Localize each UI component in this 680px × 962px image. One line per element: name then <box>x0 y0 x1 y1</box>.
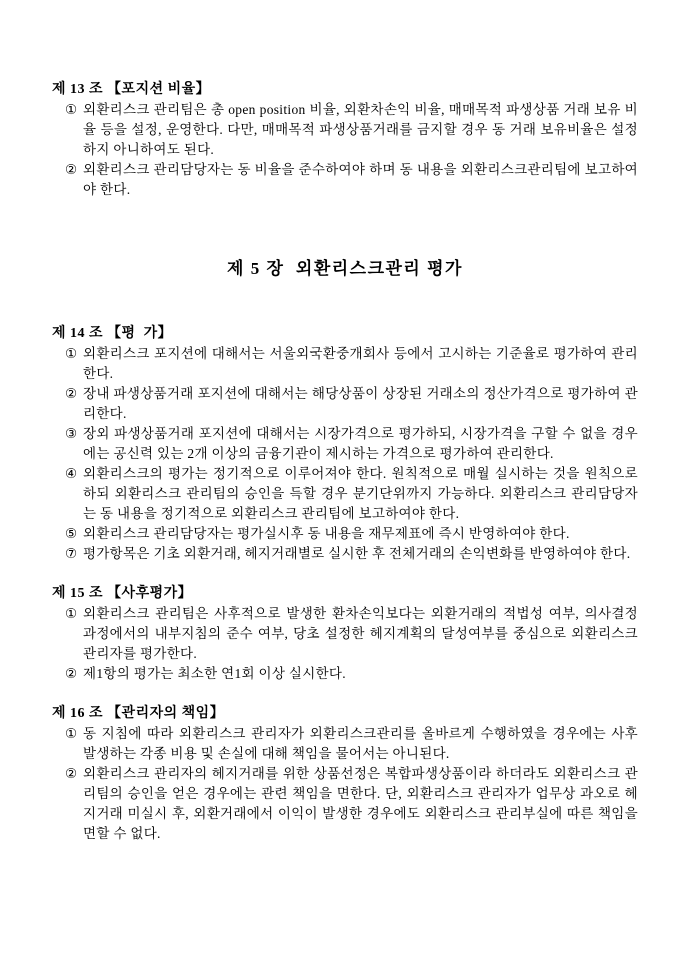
article-14-items <box>52 344 638 564</box>
item-text: 외환리스크 관리담당자는 평가실시후 동 내용을 재무제표에 즉시 반영하여야 한다. <box>83 526 570 541</box>
article-14-item-4 <box>52 464 638 524</box>
item-marker: ⑦ <box>65 546 78 561</box>
item-text: 외환리스크 관리자의 헤지거래를 위한 상품선정은 복합파생상품이라 하더라도 외환리스크 관리팀의 승인을 얻은 경우에는 관련 책임을 면한다. 단, 외환리스크 관리자가 업무상 과오로 헤지거래 미실시 후, 외환거래에서 이익이 발생한 경우에도 외환리스크 관리부실에 따른 책임을 면할 수 없다. <box>83 766 638 841</box>
item-marker: ④ <box>65 466 78 481</box>
item-marker: ② <box>65 162 78 177</box>
item-text: 장내 파생상품거래 포지션에 대해서는 해당상품이 상장된 거래소의 정산가격으로 평가하여 관리한다. <box>83 386 638 421</box>
article-14-title: 제 14 조 【평 가】 <box>52 326 173 341</box>
article-13-title: 제 13 조 【포지션 비율】 <box>52 82 211 97</box>
item-text: 동 지침에 따라 외환리스크 관리자가 외환리스크관리를 올바르게 수행하였을 경우에는 사후 발생하는 각종 비용 및 손실에 대해 책임을 물어서는 아니된다. <box>83 726 638 761</box>
item-marker: ② <box>65 386 78 401</box>
item-text: 제1항의 평가는 최소한 연1회 이상 실시한다. <box>83 666 346 681</box>
article-15-item-1 <box>52 604 638 664</box>
item-marker: ① <box>65 606 78 621</box>
article-16-title: 제 16 조 【관리자의 책임】 <box>52 706 225 721</box>
article-13-item-2 <box>52 160 638 200</box>
item-marker: ② <box>65 666 78 681</box>
item-text: 외환리스크 관리담당자는 동 비율을 준수하여야 하며 동 내용을 외환리스크관리팀에 보고하여야 한다. <box>83 162 638 197</box>
article-15-items <box>52 604 638 684</box>
article-14-section <box>52 324 638 564</box>
article-15-section <box>52 584 638 684</box>
article-15-item-2 <box>52 664 638 684</box>
item-text: 외환리스크 포지션에 대해서는 서울외국환중개회사 등에서 고시하는 기준율로 평가하여 관리한다. <box>83 346 638 381</box>
article-16-item-1 <box>52 724 638 764</box>
article-14-item-7 <box>52 544 638 564</box>
article-14-item-3 <box>52 424 638 464</box>
article-16-item-2 <box>52 764 638 844</box>
item-marker: ③ <box>65 426 78 441</box>
item-text: 외환리스크의 평가는 정기적으로 이루어져야 한다. 원칙적으로 매월 실시하는 것을 원칙으로 하되 외환리스크 관리팀의 승인을 득할 경우 분기단위까지 가능하다. 외환리스크 관리담당자는 동 내용을 정기적으로 외환리스크 관리팀에 보고하여야 한다. <box>83 466 638 521</box>
item-marker: ① <box>65 726 78 741</box>
item-marker: ① <box>65 102 78 117</box>
item-text: 평가항목은 기초 외환거래, 헤지거래별로 실시한 후 전체거래의 손익변화를 반영하여야 한다. <box>83 546 631 561</box>
article-13-items <box>52 100 638 200</box>
item-marker: ① <box>65 346 78 361</box>
article-16-items <box>52 724 638 844</box>
item-text: 외환리스크 관리팀은 사후적으로 발생한 환차손익보다는 외환거래의 적법성 여부, 의사결정 과정에서의 내부지침의 준수 여부, 당초 설정한 헤지계획의 달성여부를 중심으로 외환리스크 관리자를 평가한다. <box>83 606 638 661</box>
article-14-item-5 <box>52 524 638 544</box>
article-14-item-1 <box>52 344 638 384</box>
article-13-item-1 <box>52 100 638 160</box>
item-marker: ⑤ <box>65 526 78 541</box>
article-15-title: 제 15 조 【사후평가】 <box>52 586 193 601</box>
item-marker: ② <box>65 766 78 781</box>
item-text: 외환리스크 관리팀은 총 open position 비율, 외환차손익 비율, 매매목적 파생상품 거래 보유 비율 등을 설정, 운영한다. 다만, 매매목적 파생상품거래를 금지할 경우 동 거래 보유비율은 설정하지 아니하여도 된다. <box>83 102 638 157</box>
article-16-section <box>52 704 638 844</box>
chapter-5-title: 제 5 장 외환리스크관리 평가 <box>227 259 463 278</box>
item-text: 장외 파생상품거래 포지션에 대해서는 시장가격으로 평가하되, 시장가격을 구할 수 없을 경우에는 공신력 있는 2개 이상의 금융기관이 제시하는 가격으로 평가하여 관리한다. <box>83 426 638 461</box>
article-13-section <box>52 80 638 200</box>
article-14-item-2 <box>52 384 638 424</box>
